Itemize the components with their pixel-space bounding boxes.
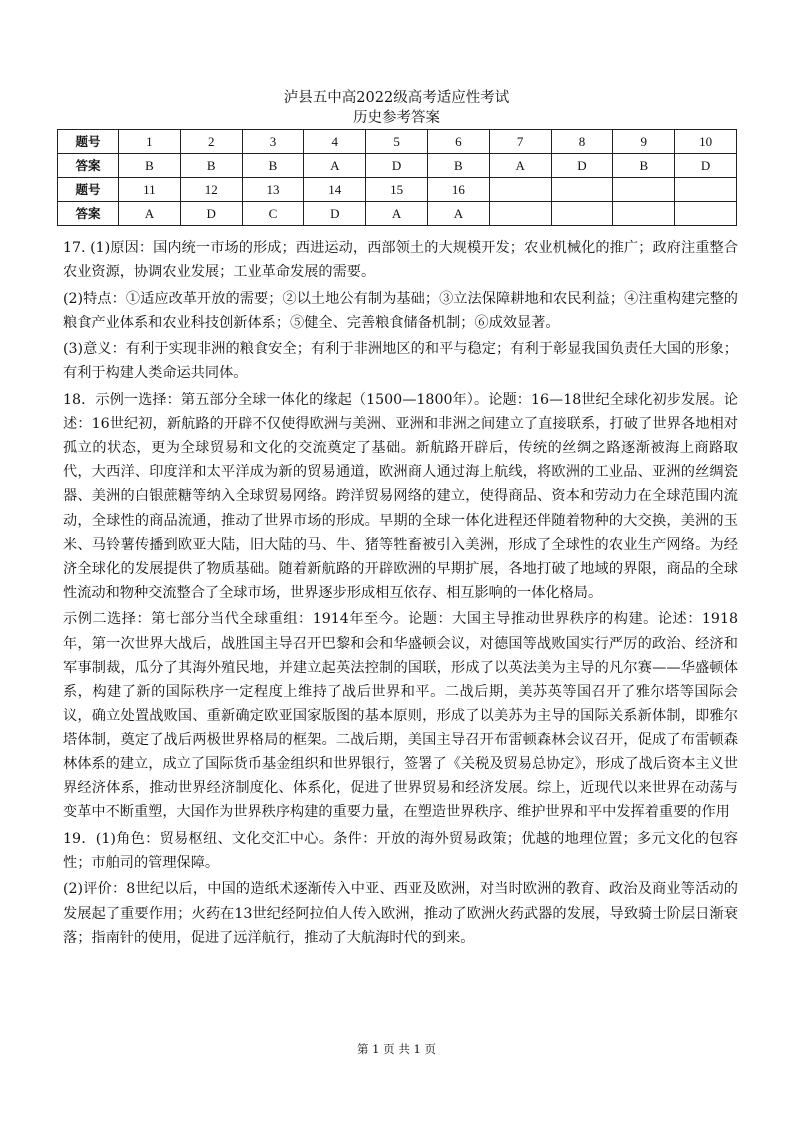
page-footer: 第 1 页 共 1 页 [357, 1042, 436, 1056]
table-row [58, 154, 737, 178]
table-cell: A [489, 154, 551, 178]
table-cell: D [304, 202, 366, 226]
answer-18-example1: 18．示例一选择：第五部分全球一体化的缘起（1500—1800年）。论题：16—18世纪全球化初步发展。论述：16世纪初，新航路的开辟不仅使得欧洲与美洲、亚洲和非洲之间建立了直接联系，打破了世界各地相对孤立的状态，更为全球贸易和文化的交流奠定了基础。新航路开辟后，传统的丝绸之路逐渐被海上商路取代，大西洋、印度洋和太平洋成为新的贸易通道，欧洲商人通过海上航线，将欧洲的工业品、亚洲的丝绸瓷器、美洲的白银蔗糖等纳入全球贸易网络。跨洋贸易网络的建立，使得商品、资本和劳动力在全球范围内流动，全球性的商品流通，推动了世界市场的形成。早期的全球一体化进程还伴随着物种的大交换，美洲的玉米、马铃薯传播到欧亚大陆，旧大陆的马、牛、猪等牲畜被引入美洲，形成了全球性的农业生产网络。为经济全球化的发展提供了物质基础。随着新航路的开辟欧洲的早期扩展，各地打破了地域的界限，商品的全球性流动和物种交流整合了全球市场，世界逐步形成相互依存、相互影响的一体化格局。 [63, 392, 738, 601]
table-cell: 7 [489, 130, 551, 154]
table-cell: B [613, 154, 675, 178]
table-cell: D [180, 202, 242, 226]
table-cell: B [119, 154, 181, 178]
table-row [58, 202, 737, 226]
table-cell: 11 [119, 178, 181, 202]
table-cell: A [427, 202, 489, 226]
table-cell: B [180, 154, 242, 178]
table-cell [551, 202, 613, 226]
table-cell: 8 [551, 130, 613, 154]
table-cell: D [551, 154, 613, 178]
answer-17-part3: (3)意义：有利于实现非洲的粮食安全；有利于非洲地区的和平与稳定；有利于彰显我国负责任大国的形象；有利于构建人类命运共同体。 [63, 341, 738, 382]
answer-18-example2: 示例二选择：第七部分当代全球重组：1914年至今。论题：大国主导推动世界秩序的构建。论述：1918年，第一次世界大战后，战胜国主导召开巴黎和会和华盛顿会议，对德国等战败国实行严厉的政治、经济和军事制裁，瓜分了其海外殖民地，并建立起英法控制的国联，形成了以英法美为主导的凡尔赛——华盛顿体系，构建了新的国际秩序一定程度上维持了战后世界和平。二战后期，美苏英等国召开了雅尔塔等国际会议，确立处置战败国、重新确定欧亚国家版图的基本原则，形成了以美苏为主导的国际关系新体制，即雅尔塔体制，奠定了战后两极世界格局的框架。二战后期，美国主导召开布雷顿森林会议召开，促成了布雷顿森林体系的建立，成立了国际货币基金组织和世界银行，签署了《关税及贸易总协定》，形成了战后资本主义世界经济体系，推动世界经济制度化、体系化，促进了世界贸易和经济发展。综上，近现代以来世界在动荡与变革中不断重塑，大国作为世界秩序构建的重要力量，在塑造世界秩序、维护世界和平中发挥着重要的作用 [63, 611, 738, 821]
answer-19-part2: (2)评价：8世纪以后，中国的造纸术逐渐传入中亚、西亚及欧洲，对当时欧洲的教育、政治及商业等活动的发展起了重要作用；火药在13世纪经阿拉伯人传入欧洲，推动了欧洲火药武器的发展，导致骑士阶层日渐衰落；指南针的使用，促进了远洋航行，推动了大航海时代的到来。 [63, 881, 738, 946]
table-cell: 2 [180, 130, 242, 154]
table-cell [613, 178, 675, 202]
table-cell: 16 [427, 178, 489, 202]
answer-17-part1: 17. (1)原因：国内统一市场的形成；西进运动，西部领土的大规模开发；农业机械化的推广；政府注重整合农业资源，协调农业发展；工业革命发展的需要。 [63, 240, 738, 281]
table-cell: C [242, 202, 304, 226]
table-cell: B [242, 154, 304, 178]
table-cell [675, 178, 737, 202]
table-row [58, 130, 737, 154]
answer-body [63, 236, 738, 952]
table-cell: 3 [242, 130, 304, 154]
table-cell: 14 [304, 178, 366, 202]
table-row [58, 178, 737, 202]
table-cell: 15 [366, 178, 428, 202]
table-cell: D [366, 154, 428, 178]
table-cell [675, 202, 737, 226]
table-cell: 9 [613, 130, 675, 154]
table-cell: 5 [366, 130, 428, 154]
table-cell [613, 202, 675, 226]
table-cell: D [675, 154, 737, 178]
table-cell [551, 178, 613, 202]
table-cell: A [304, 154, 366, 178]
answer-17-part2: (2)特点：①适应改革开放的需要；②以土地公有制为基础；③立法保障耕地和农民利益；④注重构建完整的粮食产业体系和农业科技创新体系；⑤健全、完善粮食储备机制；⑥成效显著。 [63, 290, 738, 331]
row-label: 题号 [58, 130, 119, 154]
table-cell: 12 [180, 178, 242, 202]
table-cell: 6 [427, 130, 489, 154]
exam-title: 泸县五中高2022级高考适应性考试 [283, 90, 510, 106]
table-cell: A [119, 202, 181, 226]
table-cell [489, 178, 551, 202]
table-cell: A [366, 202, 428, 226]
table-cell: 4 [304, 130, 366, 154]
answer-table [57, 129, 737, 226]
table-cell [489, 202, 551, 226]
table-cell: B [427, 154, 489, 178]
table-cell: 10 [675, 130, 737, 154]
table-cell: 1 [119, 130, 181, 154]
row-label: 答案 [58, 202, 119, 226]
answer-19-part1: 19．(1)角色：贸易枢纽、文化交汇中心。条件：开放的海外贸易政策；优越的地理位置；多元文化的包容性；市舶司的管理保障。 [63, 830, 738, 871]
row-label: 题号 [58, 178, 119, 202]
row-label: 答案 [58, 154, 119, 178]
exam-subtitle: 历史参考答案 [353, 110, 440, 126]
table-cell: 13 [242, 178, 304, 202]
